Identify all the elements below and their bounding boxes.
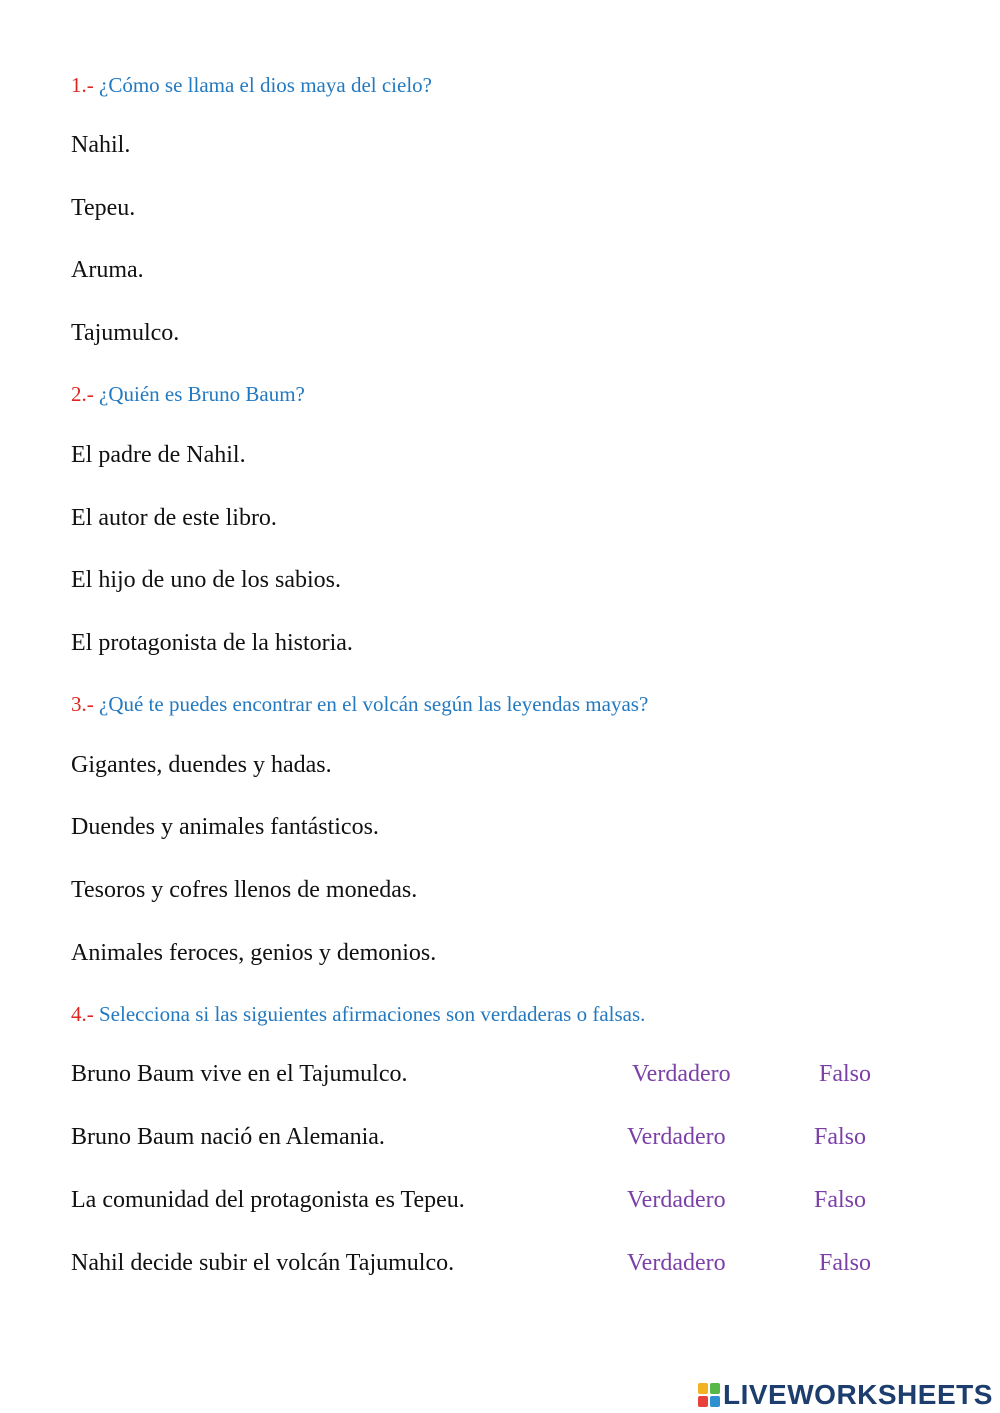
tf-statement: Bruno Baum nació en Alemania. (71, 1124, 385, 1150)
tf-row-3 (0, 1185, 1000, 1217)
q2-option-2[interactable]: El autor de este libro. (71, 505, 277, 531)
liveworksheets-logo-icon (698, 1383, 720, 1407)
question-text: ¿Qué te puedes encontrar en el volcán según las leyendas mayas? (99, 692, 649, 716)
true-option[interactable]: Verdadero (627, 1187, 726, 1213)
question-2 (71, 381, 305, 407)
false-option[interactable]: Falso (814, 1187, 867, 1213)
q3-option-2[interactable]: Duendes y animales fantásticos. (71, 814, 379, 840)
tf-statement: La comunidad del protagonista es Tepeu. (71, 1187, 465, 1213)
tf-row-2 (0, 1122, 1000, 1154)
q1-option-4[interactable]: Tajumulco. (71, 320, 180, 346)
q1-option-1[interactable]: Nahil. (71, 132, 131, 158)
question-number: 3.- (71, 692, 94, 716)
q2-option-4[interactable]: El protagonista de la historia. (71, 630, 353, 656)
q2-option-1[interactable]: El padre de Nahil. (71, 442, 246, 468)
logo-text: LIVEWORKSHEETS (723, 1379, 993, 1410)
question-number: 1.- (71, 73, 94, 97)
q3-option-4[interactable]: Animales feroces, genios y demonios. (71, 940, 437, 966)
q3-option-3[interactable]: Tesoros y cofres llenos de monedas. (71, 877, 418, 903)
tf-row-1 (0, 1059, 1000, 1091)
liveworksheets-logo (698, 1378, 993, 1412)
question-number: 4.- (71, 1002, 94, 1026)
q2-option-3[interactable]: El hijo de uno de los sabios. (71, 567, 341, 593)
question-text: ¿Cómo se llama el dios maya del cielo? (99, 73, 432, 97)
false-option[interactable]: Falso (814, 1124, 867, 1150)
question-1 (71, 72, 432, 98)
question-3 (71, 691, 648, 717)
false-option[interactable]: Falso (819, 1250, 872, 1276)
question-text: ¿Quién es Bruno Baum? (99, 382, 305, 406)
q3-option-1[interactable]: Gigantes, duendes y hadas. (71, 752, 332, 778)
true-option[interactable]: Verdadero (632, 1061, 731, 1087)
true-option[interactable]: Verdadero (627, 1124, 726, 1150)
q1-option-3[interactable]: Aruma. (71, 257, 144, 283)
tf-row-4 (0, 1248, 1000, 1280)
q1-option-2[interactable]: Tepeu. (71, 195, 136, 221)
question-text: Selecciona si las siguientes afirmaciones son verdaderas o falsas. (99, 1002, 646, 1026)
false-option[interactable]: Falso (819, 1061, 872, 1087)
true-option[interactable]: Verdadero (627, 1250, 726, 1276)
tf-statement: Nahil decide subir el volcán Tajumulco. (71, 1250, 455, 1276)
question-number: 2.- (71, 382, 94, 406)
tf-statement: Bruno Baum vive en el Tajumulco. (71, 1061, 408, 1087)
question-4 (71, 1001, 645, 1027)
